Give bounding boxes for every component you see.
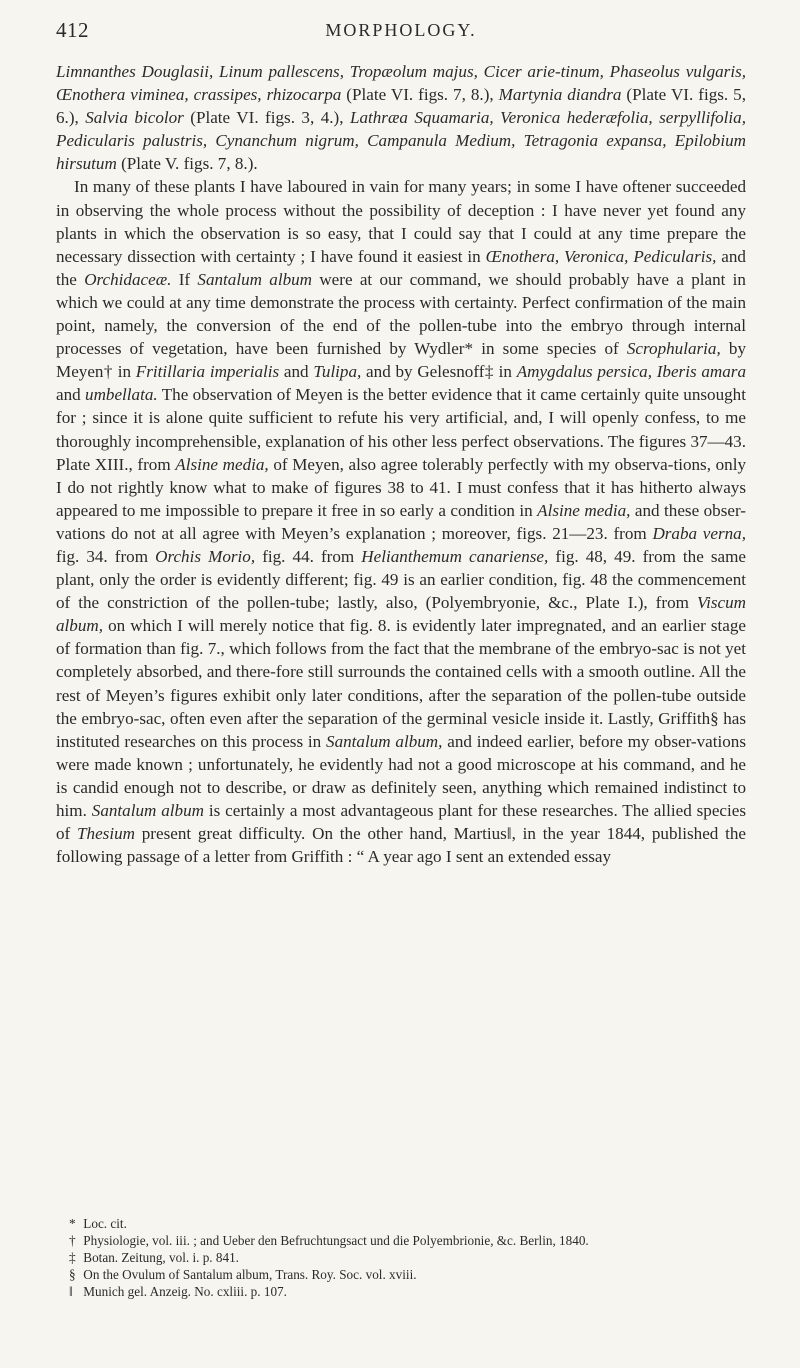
italic-text: Salvia bicolor bbox=[85, 108, 184, 128]
roman-text: fig. 34. from bbox=[56, 546, 156, 566]
italic-text: umbellata. bbox=[85, 385, 158, 405]
running-head: MORPHOLOGY. bbox=[325, 20, 477, 40]
italic-text: Santalum album, bbox=[326, 731, 443, 751]
footnote bbox=[56, 1215, 746, 1232]
italic-text: Martynia diandra bbox=[498, 85, 622, 105]
italic-text: Tulipa, bbox=[313, 362, 362, 382]
italic-text: Thesium bbox=[77, 824, 135, 844]
paragraph bbox=[56, 175, 746, 868]
italic-text: Scrophularia, bbox=[626, 339, 721, 359]
footnote-text: Physiologie, vol. iii. ; and Ueber den Befruchtungsact und die Polyembrionie, &c. Berlin, 1840. bbox=[83, 1233, 589, 1248]
body-text bbox=[56, 60, 746, 868]
footnote-text: On the Ovulum of Santalum album, Trans. Roy. Soc. vol. xviii. bbox=[83, 1267, 417, 1282]
footnote-mark: † bbox=[69, 1233, 76, 1248]
footnotes bbox=[56, 1215, 746, 1300]
page-number: 412 bbox=[56, 18, 89, 42]
italic-text: Alsine media, bbox=[175, 454, 269, 474]
italic-text: Œnothera, Veronica, Pedicularis, bbox=[485, 246, 717, 266]
roman-text: (Plate VI. figs. 7, 8.), bbox=[341, 85, 499, 105]
italic-text: Amygdalus persica, Iberis amara bbox=[516, 362, 746, 382]
footnote-mark: ‡ bbox=[69, 1250, 76, 1265]
footnote-mark: § bbox=[69, 1267, 76, 1282]
italic-text: Viscum album, bbox=[56, 593, 746, 636]
italic-text: Alsine media, bbox=[537, 500, 631, 520]
roman-text: (Plate VI. figs. 5, 6.), bbox=[56, 85, 746, 128]
italic-text: Santalum album bbox=[91, 801, 204, 820]
roman-text: and the bbox=[56, 246, 746, 289]
roman-text: were at our command, we should probably have a plant in which we could at any time demonstrate the process with certainty. Perfect confirmation of the main point, namely, the conversion of the end of the pollen-tube into the embryo through internal processes of vegetation, have been furnished by Wydler* in some species of bbox=[56, 269, 746, 359]
footnote-mark: ‖ bbox=[69, 1284, 73, 1299]
roman-text: and bbox=[56, 385, 86, 405]
italic-text: Orchis Morio, bbox=[155, 546, 256, 566]
roman-text: and bbox=[279, 362, 314, 382]
footnote bbox=[56, 1249, 746, 1266]
roman-text: and these obser-vations do not at all agree with Meyen’s explanation ; moreover, figs. 21—23. from bbox=[56, 500, 746, 543]
roman-text: of Meyen, also agree tolerably perfectly with my observa-tions, only I do not rightly know what to make of figures 38 to 41. I must confess that it has hitherto always appeared to me impossible to prepare it free in so early a condition in bbox=[56, 454, 746, 520]
footnote bbox=[56, 1283, 746, 1300]
footnote-text: Botan. Zeitung, vol. i. p. 841. bbox=[83, 1250, 239, 1265]
italic-text: Limnanthes Douglasii, Linum pallescens, Tropæolum majus, Cicer arie-tinum, Phaseolus vulgaris, Œnothera viminea, crassipes, rhizocarpa bbox=[56, 62, 746, 105]
roman-text: In many of these plants I have laboured in vain for many years; in some I have oftener succeeded in observing the whole process without the possibility of deception : I have never yet found any plants in which the observation is so easy, that I could say that I could at any time prepare the necessary dissection with certainty ; I have found it easiest in bbox=[56, 177, 746, 266]
footnote-mark: * bbox=[69, 1216, 76, 1231]
paragraph bbox=[56, 60, 746, 175]
roman-text: fig. 44. from bbox=[255, 546, 362, 566]
italic-text: Santalum album bbox=[197, 269, 313, 289]
roman-text: If bbox=[171, 269, 198, 289]
roman-text: present great difficulty. On the other hand, Martius‖, in the year 1844, published the following passage of a letter from Griffith : “ A year ago I sent an extended essay bbox=[56, 824, 746, 867]
footnote bbox=[56, 1232, 746, 1249]
italic-text: Draba verna, bbox=[652, 523, 746, 543]
footnote bbox=[56, 1266, 746, 1283]
italic-text: Orchidaceæ. bbox=[84, 269, 172, 289]
page-header bbox=[56, 18, 746, 48]
footnote-text: Loc. cit. bbox=[83, 1216, 127, 1231]
roman-text: and by Gelesnoff‡ in bbox=[361, 362, 517, 382]
italic-text: Fritillaria imperialis bbox=[135, 362, 280, 382]
italic-text: Lathræa Squamaria, Veronica hederæfolia, serpyllifolia, Pedicularis palustris, Cynanchum nigrum, Campanula Medium, Tetragonia expansa, Epilobium hirsutum bbox=[56, 108, 746, 174]
footnote-text: Munich gel. Anzeig. No. cxliii. p. 107. bbox=[83, 1284, 287, 1299]
roman-text: (Plate V. figs. 7, 8.). bbox=[116, 154, 258, 174]
roman-text: on which I will merely notice that fig. 8. is evidently later impregnated, and an earlier stage of formation than fig. 7., which follows from the fact that the membrane of the embryo-sac is not yet completely absorbed, and there-fore still surrounds the contained cells with a smooth outline. All the rest of Meyen’s figures exhibit only later conditions, after the separation of the pollen-tube outside the embryo-sac, often even after the separation of the germinal vesicle inside it. Lastly, Griffith§ has instituted researches on this process in bbox=[56, 616, 746, 751]
italic-text: Helianthemum canariense, bbox=[361, 546, 549, 566]
roman-text: fig. 48, 49. from the same plant, only the order is evidently different; fig. 49 is an earlier condition, fig. 48 the commencement of the constriction of the pollen-tube; lastly, also, (Polyembryonie, &c., Plate I.), from bbox=[56, 546, 747, 613]
roman-text: (Plate VI. figs. 3, 4.), bbox=[183, 108, 350, 128]
roman-text: The observation of Meyen is the better evidence that it came certainly quite unsought for ; since it is alone quite sufficient to refute his very artificial, and, I will openly confess, to me thoroughly incomprehensible, explanation of his other less perfect observations. The figures 37—43. Plate XIII., from bbox=[56, 385, 746, 474]
roman-text: by Meyen† in bbox=[56, 339, 746, 382]
roman-text: and indeed earlier, before my obser-vations were made known ; unfortunately, he evidently had not a good microscope at his command, and he is candid enough not to describe, or draw as definitely seen, anything which remained indistinct to him. bbox=[56, 731, 747, 820]
roman-text: is certainly a most advantageous plant for these researches. The allied species of bbox=[56, 801, 746, 844]
